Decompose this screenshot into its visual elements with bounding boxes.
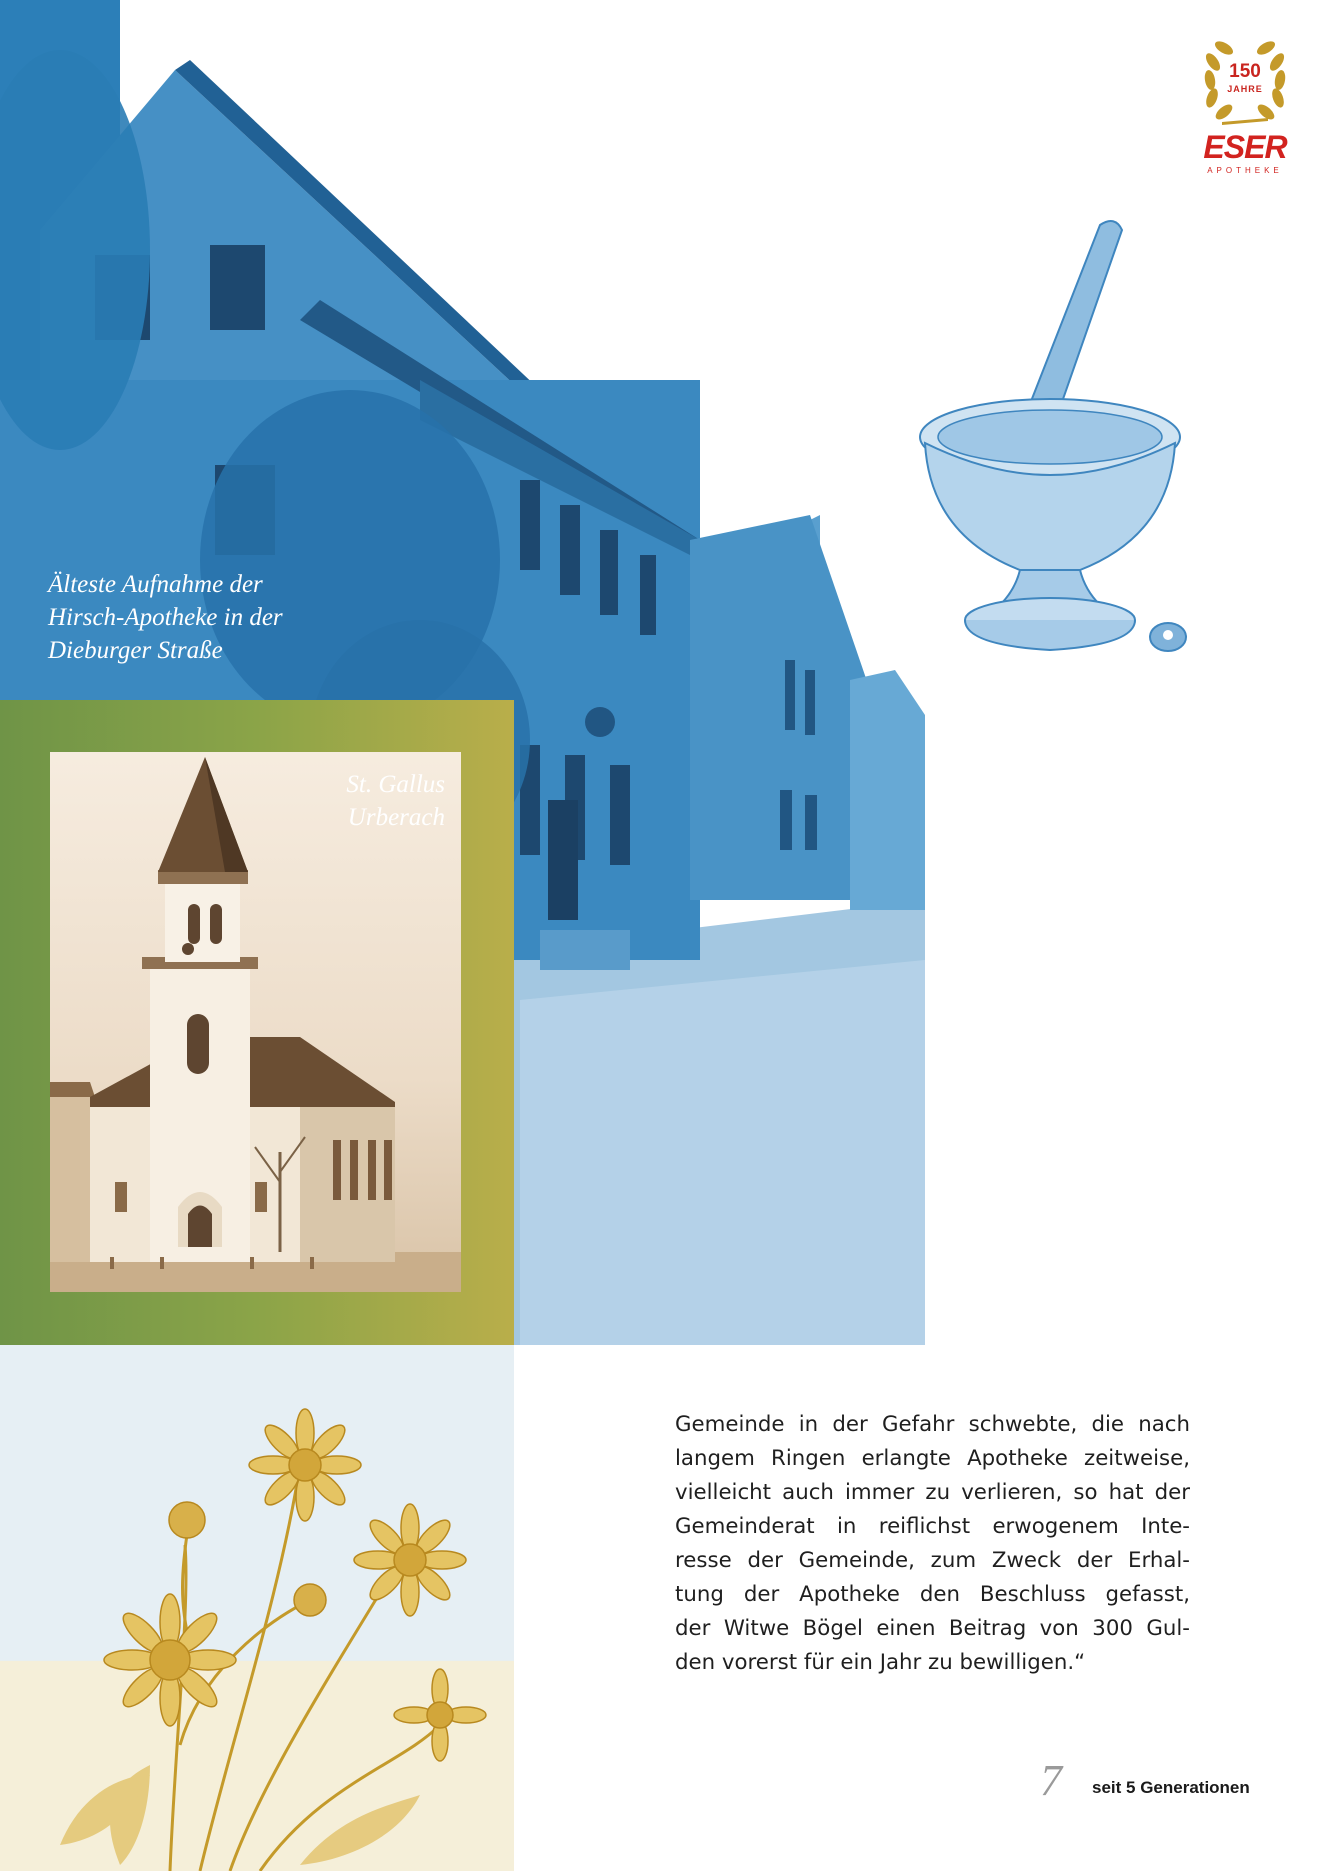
chamomile-illustration-panel — [0, 1345, 514, 1871]
body-line: tung der Apotheke den Beschluss gefasst, — [675, 1582, 1190, 1607]
body-line: vielleicht auch immer zu verlieren, so hat der — [675, 1480, 1190, 1505]
laurel-wreath-icon — [1202, 40, 1288, 126]
photo-caption-line: Dieburger Straße — [48, 637, 223, 664]
brand-name: ESER — [1203, 129, 1287, 165]
photo-caption-line: Hirsch-Apotheke in der — [48, 604, 283, 631]
page-number: 7 — [1040, 1756, 1062, 1805]
photo-caption — [48, 568, 348, 667]
mortar-pestle-drawing — [910, 205, 1210, 665]
church-caption — [346, 768, 445, 834]
church-caption-line: St. Gallus — [346, 771, 445, 798]
body-line: den vorerst für ein Jahr zu bewilligen.“ — [675, 1650, 1086, 1675]
body-line: der Witwe Bögel einen Beitrag von 300 Gul- — [675, 1616, 1190, 1641]
church-caption-line: Urberach — [347, 804, 445, 831]
anniversary-label: JAHRE — [1227, 84, 1263, 94]
footer-tagline: seit 5 Generationen — [1092, 1778, 1250, 1797]
eser-apotheke-logo — [1190, 30, 1300, 180]
photo-caption-line: Älteste Aufnahme der — [48, 571, 263, 598]
chamomile-flower-illustration — [0, 1345, 514, 1871]
anniversary-number: 150 — [1229, 61, 1261, 82]
body-line: resse der Gemeinde, zum Zweck der Erhal- — [675, 1548, 1190, 1573]
body-line: Gemeinderat in reiflichst erwogenem Inte- — [675, 1514, 1190, 1539]
body-paragraph — [675, 1408, 1190, 1680]
church-photo — [50, 752, 461, 1292]
body-line: langem Ringen erlangte Apotheke zeitweise, — [675, 1446, 1190, 1471]
mortar-and-pestle-illustration — [910, 205, 1210, 665]
body-line: Gemeinde in der Gefahr schwebte, die nach — [675, 1412, 1190, 1437]
brand-subtitle: APOTHEKE — [1207, 166, 1283, 175]
